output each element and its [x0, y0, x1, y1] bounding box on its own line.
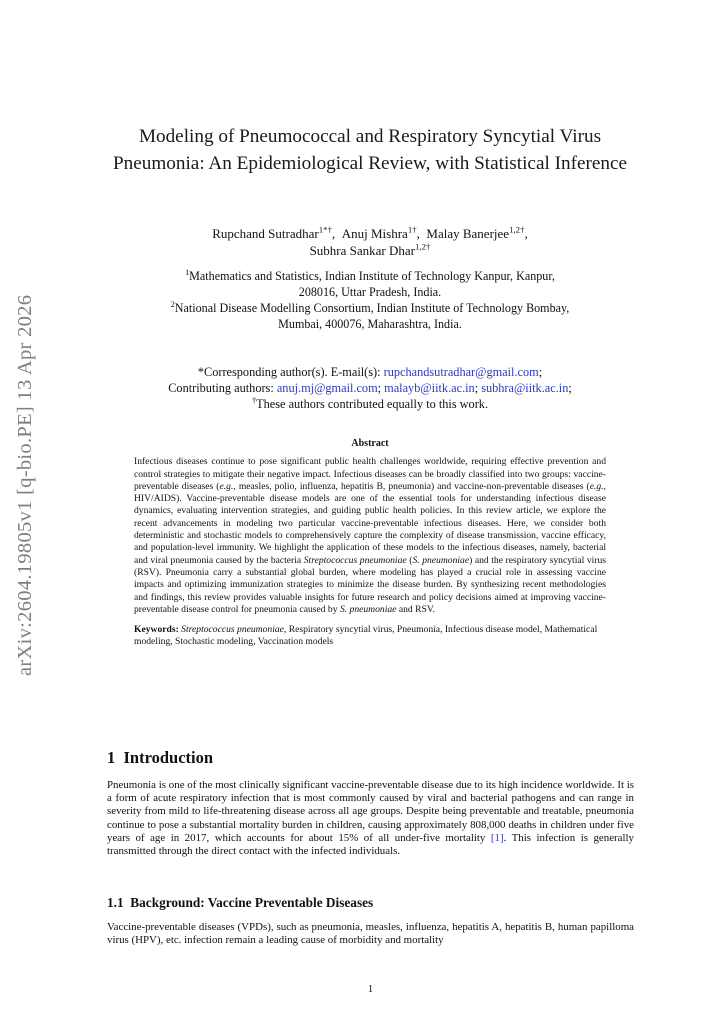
subsection-heading: [107, 895, 373, 911]
paragraph-segment: Pneumonia is one of the most clinically significant vaccine-preventable disease due to its high incidence worldwide. It is a form of acute respiratory infection that is most commonly caused by viral and bacterial pathogens and can range in severity from mild to life-threatening disease across all age groups. Despite being preventable and treatable, pneumonia continue to pose a substantial mortality burden in children, causing approximately 808,000 deaths in children under five years of age in 2017, which accounts for about 15% of all under-five mortality: [107, 779, 634, 844]
affiliation-line: National Disease Modelling Consortium, Indian Institute of Technology Bombay,: [174, 301, 570, 315]
abstract-segment: ) and the respiratory syncytial virus (RSV). Pneumonia carry a substantial global burden, where modeling has played a crucial role in assessing vaccine impacts and optimizing immunization strategies to minimize the disease burden. By synthesizing recent methodologies and findings, this review provides valuable insights for future research and policy decisions aimed at improving vaccine-preventable disease control for pneumonia caused by: [134, 554, 607, 615]
paper-title: Modeling of Pneumococcal and Respiratory Syncytial Virus Pneumonia: An Epidemiological Review, with Statistical Inference: [112, 126, 628, 174]
abstract-segment: measles, polio, influenza, hepatitis B, pneumonia) and vaccine-non-preventable diseases (: [235, 480, 590, 492]
affiliation-item: [105, 268, 635, 300]
author-affiliation-mark: 1,2†: [509, 224, 525, 235]
abstract-segment: HIV/AIDS). Vaccine-preventable disease models are one of the essential tools for understanding infectious disease dynamics, evaluating intervention strategies, and guiding public health policies. In this review article, we explore the recent advancements in modeling two particular vaccine-preventable infectious diseases. Here, we consider both deterministic and stochastic models to comprehensively capture the complexity of disease transmission, vaccine efficacy, and population-level immunity. We highlight the application of these models to the infectious diseases, namely, bacterial and viral pneumonia caused by the bacteria: [134, 493, 606, 566]
section-number: 1: [107, 748, 116, 767]
section-heading: [107, 748, 213, 768]
abstract-segment: and RSV.: [396, 603, 435, 615]
page-number: 1: [367, 983, 374, 995]
abstract-segment: S. pneumoniae: [412, 554, 470, 566]
affiliation-line: Mumbai, 400076, Maharashtra, India.: [278, 317, 462, 331]
author-list: Rupchand Sutradhar$^{1*\dagger}$, Anuj Mishra$^{1\dagger}$, Malay Banerjee$^{1,2\dagger}$, Subhra Sankar Dhar$^{1,2\dagger}$: [212, 224, 528, 258]
abstract-heading: Abstract: [351, 438, 389, 449]
email-link[interactable]: malayb@iitk.ac.in: [384, 381, 475, 395]
affiliation-item: [105, 300, 635, 332]
keyword-list: , Respiratory syncytial virus, Pneumonia, Infectious disease model, Mathematical modeling, Stochastic modeling, Vaccination models: [134, 624, 598, 648]
abstract-segment: (: [406, 554, 413, 566]
arxiv-identifier-stamp: arXiv:2604.19805v1 [q-bio.PE] 13 Apr 2026: [14, 294, 36, 676]
affiliation-number: 2: [170, 299, 175, 309]
affiliation-line: Mathematics and Statistics, Indian Institute of Technology Kanpur, Kanpur,: [189, 269, 555, 283]
subsection-number: 1.1: [107, 895, 124, 910]
abstract-segment: S. pneumoniae: [339, 603, 397, 615]
subsection-title-text: Background: Vaccine Preventable Diseases: [130, 895, 374, 910]
body-paragraph: Vaccine-preventable diseases (VPDs), such as pneumonia, measles, influenza, hepatitis A, hepatitis B, human papilloma virus (HPV), etc. infection remain a leading cause of morbidity and mortality: [107, 921, 634, 947]
abstract-segment: e.g.,: [589, 480, 606, 492]
body-paragraph: [107, 779, 634, 858]
affiliation-line: 208016, Uttar Pradesh, India.: [298, 285, 442, 299]
corresponding-label: *Corresponding author(s). E-mail(s):: [197, 365, 381, 379]
affiliation-number: 1: [185, 267, 190, 277]
email-link[interactable]: anuj.mj@gmail.com: [276, 381, 378, 395]
author-affiliation-mark: 1*†: [318, 224, 332, 235]
section-title-text: Introduction: [123, 748, 214, 767]
affiliations: [105, 268, 635, 332]
author-affiliation-mark: 1†: [407, 224, 417, 235]
dagger-mark: †: [251, 395, 257, 405]
equal-note-text: These authors contributed equally to this work.: [256, 397, 489, 411]
email-link[interactable]: rupchandsutradhar@gmail.com: [383, 365, 539, 379]
paragraph-segment: . This infection is generally transmitted through the direct contact with the infected individuals.: [107, 831, 634, 858]
author-name: Malay Banerjee: [426, 226, 510, 241]
abstract-segment: Infectious diseases continue to pose significant public health challenges worldwide, requiring effective prevention and control strategies to mitigate their negative impact. Infectious diseases can be broadly classified into two groups: vaccine-preventable diseases (: [134, 456, 606, 492]
contributing-label: Contributing authors:: [168, 381, 274, 395]
contact-info: [105, 364, 635, 412]
abstract-block: [134, 438, 606, 649]
keywords-label: Keywords:: [134, 624, 179, 636]
keywords: [134, 624, 606, 649]
author-name: Subhra Sankar Dhar: [309, 243, 415, 258]
author-affiliation-mark: 1,2†: [414, 241, 431, 252]
author-name: Rupchand Sutradhar: [212, 226, 319, 241]
corresponding-line: *Corresponding author(s). E-mail(s): rupchandsutradhar@gmail.com;: [197, 365, 543, 379]
author-name: Anuj Mishra: [341, 226, 408, 241]
keyword-item: Streptococcus pneumoniae: [181, 624, 284, 636]
abstract-text: [134, 456, 606, 616]
abstract-segment: e.g.,: [219, 480, 236, 492]
citation-link[interactable]: [1]: [490, 831, 504, 844]
abstract-segment: Streptococcus pneumoniae: [303, 554, 407, 566]
equal-contribution-note: [105, 396, 635, 412]
contributing-line: Contributing authors: anuj.mj@gmail.com; malayb@iitk.ac.in; subhra@iitk.ac.in;: [168, 381, 572, 395]
email-link[interactable]: subhra@iitk.ac.in: [481, 381, 569, 395]
